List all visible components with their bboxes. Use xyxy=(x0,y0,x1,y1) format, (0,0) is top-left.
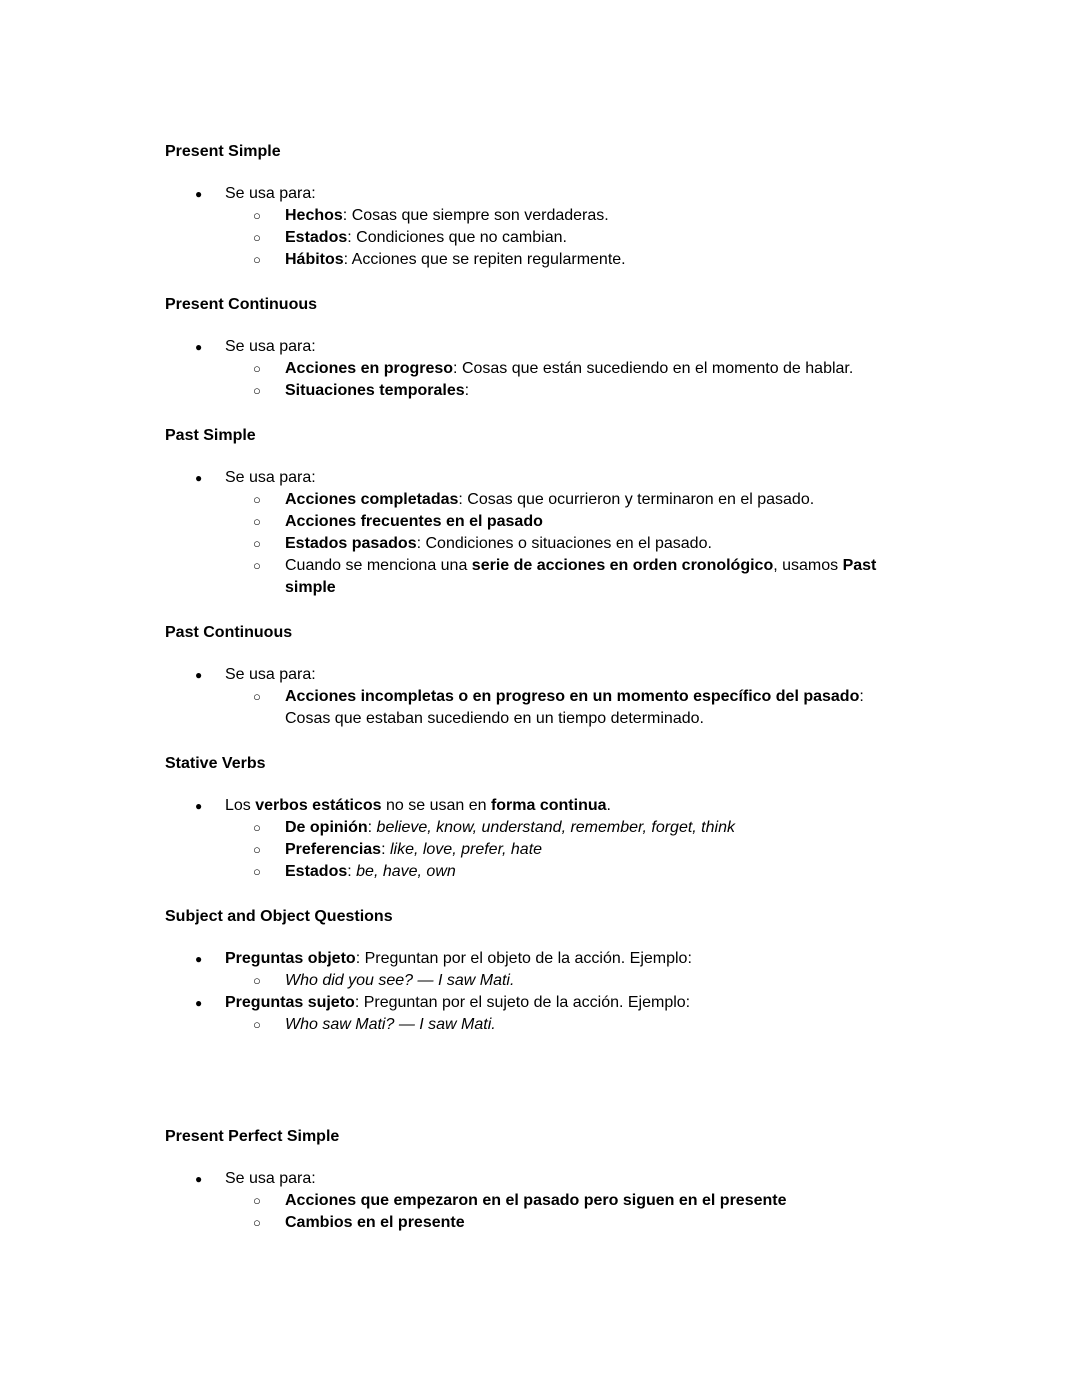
circle-bullet-icon: ○ xyxy=(253,252,261,267)
section xyxy=(165,425,925,599)
text: : Preguntan por el objeto de la acción. Ejemplo: xyxy=(355,950,692,967)
text: : Cosas que están sucediendo en el momento de hablar. xyxy=(453,360,854,377)
sub-list-item xyxy=(165,205,905,227)
text: Se usa para: xyxy=(225,469,316,486)
section xyxy=(165,622,925,730)
text: Los xyxy=(225,797,256,814)
bold-text: Preguntas objeto xyxy=(225,950,356,967)
text: : Cosas que estaban sucediendo en un tiempo determinado. xyxy=(285,688,864,727)
sub-list-item xyxy=(165,489,905,511)
bold-text: Hábitos xyxy=(285,251,344,268)
text: : xyxy=(367,819,377,836)
section-heading: Stative Verbs xyxy=(165,755,266,772)
bold-text: Acciones frecuentes en el pasado xyxy=(285,513,543,530)
sub-list-item xyxy=(165,533,905,555)
sub-list-item xyxy=(165,839,905,861)
sub-list-item xyxy=(165,970,905,992)
italic-text: like, love, prefer, hate xyxy=(389,841,543,858)
italic-text: believe, know, understand, remember, forget, think xyxy=(376,819,735,836)
circle-bullet-icon: ○ xyxy=(253,1215,261,1230)
section xyxy=(165,753,925,883)
text: : Acciones que se repiten regularmente. xyxy=(343,251,626,268)
bold-text: Past simple xyxy=(285,557,877,596)
circle-bullet-icon: ○ xyxy=(253,689,261,704)
circle-bullet-icon: ○ xyxy=(253,842,261,857)
circle-bullet-icon: ○ xyxy=(253,230,261,245)
bullet-icon: ● xyxy=(195,471,203,485)
sub-list-item xyxy=(165,817,905,839)
text: Se usa para: xyxy=(225,666,316,683)
list-item xyxy=(165,336,925,358)
bold-text: Estados pasados xyxy=(285,535,417,552)
section-heading: Past Continuous xyxy=(165,624,293,641)
text: : xyxy=(347,863,357,880)
text: no se usan en xyxy=(381,797,491,814)
bullet-icon: ● xyxy=(195,340,203,354)
bold-text: Acciones en progreso xyxy=(285,360,454,377)
circle-bullet-icon: ○ xyxy=(253,864,261,879)
bold-text: Estados xyxy=(285,229,348,246)
bullet-icon: ● xyxy=(195,1172,203,1186)
bullet-icon: ● xyxy=(195,996,203,1010)
circle-bullet-icon: ○ xyxy=(253,973,261,988)
text: : Preguntan por el sujeto de la acción. Ejemplo: xyxy=(354,994,691,1011)
sub-list-item xyxy=(165,380,905,402)
italic-text: be, have, own xyxy=(356,863,456,880)
text: , usamos xyxy=(773,557,843,574)
list-item xyxy=(165,183,925,205)
bullet-icon: ● xyxy=(195,952,203,966)
section-heading: Present Continuous xyxy=(165,296,318,313)
bold-text: serie de acciones en orden cronológico xyxy=(471,557,774,574)
text: Se usa para: xyxy=(225,185,316,202)
section xyxy=(165,1126,925,1234)
section-heading: Subject and Object Questions xyxy=(165,908,393,925)
bold-text: Situaciones temporales xyxy=(285,382,465,399)
circle-bullet-icon: ○ xyxy=(253,492,261,507)
circle-bullet-icon: ○ xyxy=(253,383,261,398)
section-heading: Present Simple xyxy=(165,143,281,160)
bullet-icon: ● xyxy=(195,799,203,813)
text: : xyxy=(381,841,390,858)
bullet-icon: ● xyxy=(195,668,203,682)
sub-list-item xyxy=(165,358,905,380)
bold-text: Estados xyxy=(285,863,348,880)
section xyxy=(165,141,925,271)
circle-bullet-icon: ○ xyxy=(253,1193,261,1208)
italic-text: Who did you see? — I saw Mati. xyxy=(285,972,515,989)
bold-text: verbos estáticos xyxy=(255,797,382,814)
sub-list-item xyxy=(165,227,905,249)
circle-bullet-icon: ○ xyxy=(253,1017,261,1032)
text: . xyxy=(606,797,611,814)
italic-text: Who saw Mati? — I saw Mati. xyxy=(285,1016,496,1033)
list-item xyxy=(165,467,925,489)
sub-list-item xyxy=(165,686,905,730)
list-item xyxy=(165,1168,925,1190)
text: : Cosas que siempre son verdaderas. xyxy=(342,207,609,224)
sub-list-item xyxy=(165,511,905,533)
list-item xyxy=(165,948,925,970)
text: : Condiciones o situaciones en el pasado. xyxy=(416,535,712,552)
section-heading: Past Simple xyxy=(165,427,256,444)
circle-bullet-icon: ○ xyxy=(253,514,261,529)
bold-text: Preferencias xyxy=(285,841,382,858)
section-heading: Present Perfect Simple xyxy=(165,1128,340,1145)
sub-list-item xyxy=(165,1014,905,1036)
bold-text: forma continua xyxy=(490,797,607,814)
list-item xyxy=(165,664,925,686)
list-item xyxy=(165,795,925,817)
sub-list-item xyxy=(165,1212,905,1234)
bullet-icon: ● xyxy=(195,187,203,201)
list-item xyxy=(165,992,925,1014)
bold-text: Acciones que empezaron en el pasado pero siguen en el presente xyxy=(285,1192,787,1209)
circle-bullet-icon: ○ xyxy=(253,536,261,551)
text: : Condiciones que no cambian. xyxy=(347,229,567,246)
text: : xyxy=(464,382,470,399)
bold-text: Hechos xyxy=(285,207,343,224)
section xyxy=(165,906,925,1036)
circle-bullet-icon: ○ xyxy=(253,361,261,376)
circle-bullet-icon: ○ xyxy=(253,820,261,835)
bold-text: Acciones incompletas o en progreso en un momento específico del pasado xyxy=(285,688,860,705)
sub-list-item xyxy=(165,861,905,883)
bold-text: De opinión xyxy=(285,819,368,836)
sub-list-item xyxy=(165,249,905,271)
text: : Cosas que ocurrieron y terminaron en el pasado. xyxy=(458,491,815,508)
circle-bullet-icon: ○ xyxy=(253,208,261,223)
sub-list-item xyxy=(165,1190,905,1212)
document-body xyxy=(165,141,925,1257)
sub-list-item xyxy=(165,555,905,599)
text: Se usa para: xyxy=(225,338,316,355)
bold-text: Cambios en el presente xyxy=(285,1214,465,1231)
section xyxy=(165,294,925,402)
text: Se usa para: xyxy=(225,1170,316,1187)
text: Cuando se menciona una xyxy=(285,557,472,574)
circle-bullet-icon: ○ xyxy=(253,558,261,573)
bold-text: Acciones completadas xyxy=(285,491,459,508)
bold-text: Preguntas sujeto xyxy=(225,994,355,1011)
